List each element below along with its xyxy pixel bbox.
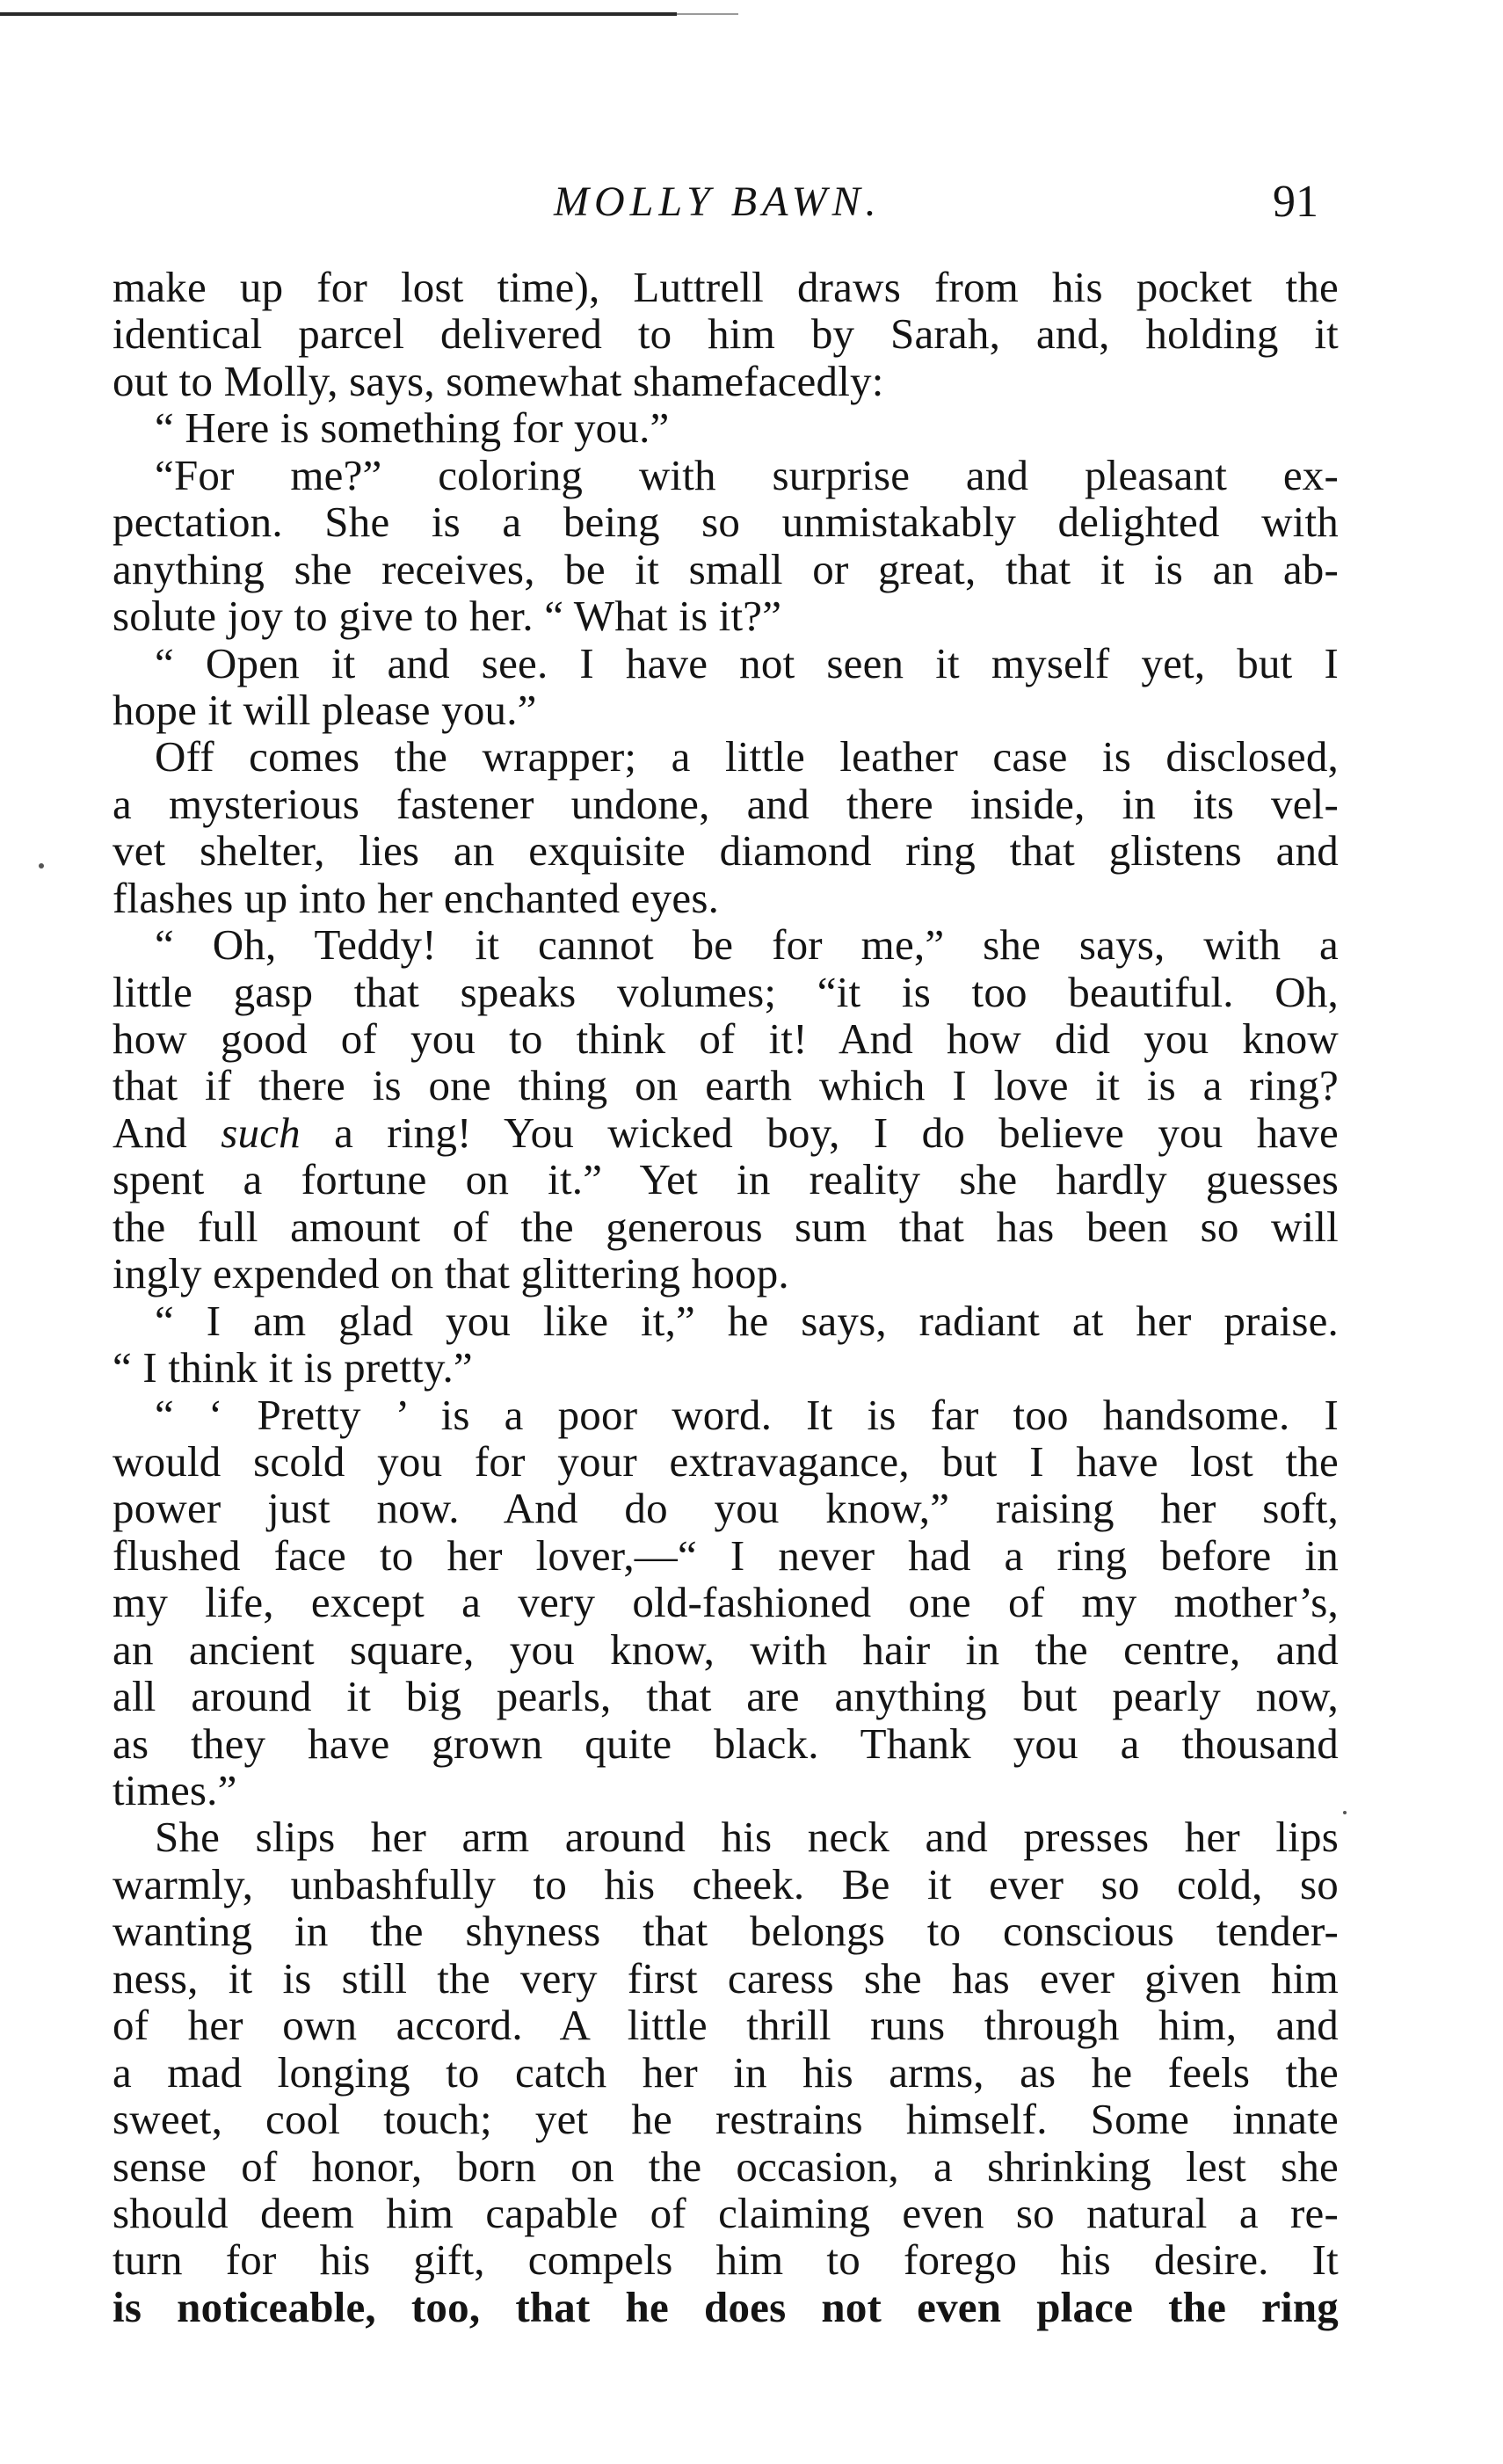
text-line: turn for his gift, compels him to forego his desire. It — [113, 2235, 1339, 2285]
text-line: ingly expended on that glittering hoop. — [113, 1249, 789, 1298]
text-line: is noticeable, too, that he does not even place the ring — [113, 2282, 1339, 2331]
margin-speck — [1343, 1811, 1347, 1814]
top-rule — [0, 12, 677, 16]
text-line: all around it big pearls, that are anything but pearly now, — [113, 1672, 1339, 1721]
text-line: “ Oh, Teddy! it cannot be for me,” she says, with a — [155, 920, 1339, 970]
text-line: wanting in the shyness that belongs to conscious tender- — [113, 1907, 1339, 1956]
text-line: a mad longing to catch her in his arms, as he feels the — [113, 2047, 1339, 2097]
text-line: would scold you for your extravagance, but I have lost the — [113, 1436, 1339, 1486]
text-line: spent a fortune on it.” Yet in reality she hardly guesses — [113, 1155, 1339, 1204]
text-line: power just now. And do you know,” raising her soft, — [113, 1484, 1339, 1533]
text-line: times.” — [113, 1766, 237, 1814]
text-line: an ancient square, you know, with hair in the centre, and — [113, 1624, 1339, 1674]
text-line: “ Open it and see. I have not seen it myself yet, but I — [155, 638, 1339, 687]
text-line: my life, except a very old-fashioned one of my mother’s, — [113, 1578, 1339, 1627]
text-line: out to Molly, says, somewhat shamefacedly: — [113, 356, 884, 405]
text-line: that if there is one thing on earth which I love it is a ring? — [113, 1061, 1339, 1110]
text-line: “ Here is something for you.” — [155, 403, 670, 453]
text-line: flushed face to her lover,—“ I never had a ring before in — [113, 1530, 1339, 1580]
emphasis: such — [221, 1108, 301, 1157]
text-line: identical parcel delivered to him by Sarah, and, holding it — [113, 309, 1339, 359]
text-line: warmly, unbashfully to his cheek. Be it ever so cold, so — [113, 1859, 1339, 1908]
text-line: vet shelter, lies an exquisite diamond ring that glistens and — [113, 826, 1339, 876]
text-line: flashes up into her enchanted eyes. — [113, 873, 720, 922]
text-line: the full amount of the generous sum that has been so will — [113, 1202, 1339, 1251]
text-line: make up for lost time), Luttrell draws from his pocket the — [113, 263, 1339, 311]
text-line: Off comes the wrapper; a little leather case is disclosed, — [155, 732, 1339, 781]
text-line: She slips her arm around his neck and presses her lips — [155, 1813, 1339, 1862]
text-line: pectation. She is a being so unmistakably delighted with — [113, 498, 1339, 547]
page-number: 91 — [1273, 177, 1318, 227]
text-line: “ ‘ Pretty ’ is a poor word. It is far too handsome. I — [155, 1390, 1339, 1439]
text-line: how good of you to think of it! And how did you know — [113, 1014, 1339, 1063]
top-rule-fade — [677, 13, 738, 15]
text-line: “ I think it is pretty.” — [113, 1343, 473, 1392]
text-line: sense of honor, born on the occasion, a shrinking lest she — [113, 2141, 1339, 2191]
text-line: sweet, cool touch; yet he restrains himself. Some innate — [113, 2095, 1339, 2144]
text-line: “ I am glad you like it,” he says, radiant at her praise. — [155, 1296, 1339, 1345]
running-title: MOLLY BAWN. — [554, 178, 882, 225]
text-line: little gasp that speaks volumes; “it is too beautiful. Oh, — [113, 967, 1339, 1016]
text-line: ness, it is still the very first caress she has ever given him — [113, 1953, 1339, 2002]
text-line: should deem him capable of claiming even so natural a re- — [113, 2188, 1339, 2237]
text-line: And such a ring! You wicked boy, I do believe you have — [113, 1108, 1339, 1157]
margin-speck — [39, 863, 44, 869]
text-line: anything she receives, be it small or great, that it is an ab- — [113, 544, 1339, 593]
text-line: “For me?” coloring with surprise and pleasant ex- — [155, 450, 1339, 499]
text-line: solute joy to give to her. “ What is it?” — [113, 592, 782, 641]
text-line: of her own accord. A little thrill runs through him, and — [113, 2001, 1339, 2050]
text-line: a mysterious fastener undone, and there inside, in its vel- — [113, 779, 1339, 828]
text-line: hope it will please you.” — [113, 685, 537, 734]
body-text — [113, 264, 1339, 2330]
running-head — [0, 176, 1503, 229]
text-line: as they have grown quite black. Thank you a thousand — [113, 1719, 1339, 1768]
